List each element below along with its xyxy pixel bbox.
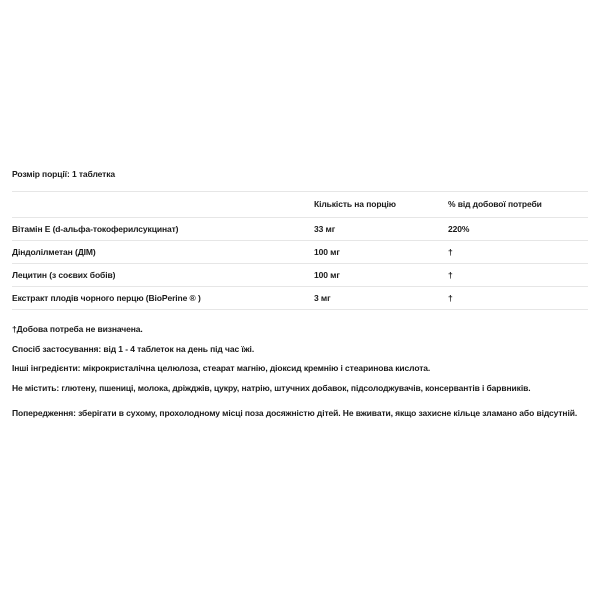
column-header-ingredient xyxy=(12,192,314,218)
notes-section xyxy=(12,323,588,421)
daily-value-footnote: †Добова потреба не визначена. xyxy=(12,324,143,334)
cell-ingredient-name: Вітамін Е (d-альфа-токоферилсукцинат) xyxy=(12,218,314,241)
table-header-row xyxy=(12,192,588,218)
table-row xyxy=(12,241,588,264)
cell-amount-per-serving: 100 мг xyxy=(314,241,448,264)
other-ingredients-text: Інші інгредієнти: мікрокристалічна целюлоза, стеарат магнію, діоксид кремнію і стеаринова кислота. xyxy=(12,363,431,373)
cell-ingredient-name: Екстракт плодів чорного перцю (BioPerine ® ) xyxy=(12,287,314,310)
table-row xyxy=(12,287,588,310)
directions-text: Спосіб застосування: від 1 - 4 таблеток на день під час їжі. xyxy=(12,343,255,354)
cell-amount-per-serving: 3 мг xyxy=(314,287,448,310)
column-header-daily-value: % від добової потреби xyxy=(448,192,588,218)
table-row xyxy=(12,264,588,287)
cell-amount-per-serving: 100 мг xyxy=(314,264,448,287)
top-spacer xyxy=(12,0,588,168)
supplement-facts-table xyxy=(12,191,588,310)
table-body xyxy=(12,218,588,310)
cell-amount-per-serving: 33 мг xyxy=(314,218,448,241)
cell-ingredient-name: Лецитин (з соєвих бобів) xyxy=(12,264,314,287)
free-from-text: Не містить: глютену, пшениці, молока, дріжджів, цукру, натрію, штучних добавок, підсолоджувачів, консервантів і барвників. xyxy=(12,382,531,393)
column-header-amount-per-serving: Кількість на порцію xyxy=(314,192,448,218)
cell-daily-value: 220% xyxy=(448,218,588,241)
serving-size-label: Розмір порції: 1 таблетка xyxy=(12,169,116,179)
cell-daily-value: † xyxy=(448,287,588,310)
table-header xyxy=(12,192,588,218)
warning-text: Попередження: зберігати в сухому, прохолодному місці поза досяжністю дітей. Не вживати, якщо захисне кільце зламано або відсутній. xyxy=(12,408,578,418)
cell-daily-value: † xyxy=(448,241,588,264)
table-row xyxy=(12,218,588,241)
cell-daily-value: † xyxy=(448,264,588,287)
cell-ingredient-name: Діндолілметан (ДІМ) xyxy=(12,241,314,264)
